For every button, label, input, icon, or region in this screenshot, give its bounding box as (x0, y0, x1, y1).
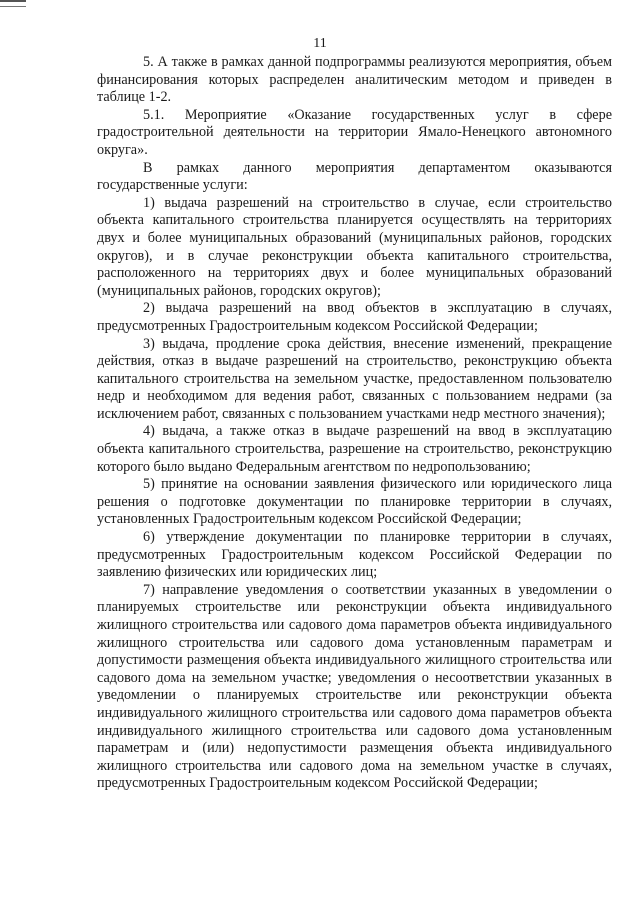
scan-corner-mark (0, 0, 26, 7)
list-item-2: 2) выдача разрешений на ввод объектов в эксплуатацию в случаях, предусмотренных Градостроительным кодексом Российской Федерации; (97, 300, 612, 334)
list-item-4: 4) выдача, а также отказ в выдаче разрешений на ввод в эксплуатацию объекта капитального строительства, разрешение на строительство, реконструкцию которого было выдано Федеральным агентством по недропользованию; (97, 423, 612, 475)
list-item-1: 1) выдача разрешений на строительство в случае, если строительство объекта капитального строительства планируется осуществлять на территориях двух и более муниципальных образований (муниципальных районов, городских округов), и в случае реконструкции объекта капитального строительства, расположенного на территориях двух и более муниципальных образований (муниципальных районов, городских округов); (97, 194, 612, 299)
list-item-3: 3) выдача, продление срока действия, внесение изменений, прекращение действия, отказ в выдаче разрешений на строительство, реконструкцию объекта капитального строительства на земельном участке, предоставленном пользователю недр и необходимом для ведения работ, связанных с пользованием недрами (за исключением работ, связанных с пользованием участками недр местного значения); (97, 335, 612, 422)
list-item-5: 5) принятие на основании заявления физического или юридического лица решения о подготовке документации по планировке территории в случаях, установленных Градостроительным кодексом Российской Федерации; (97, 476, 612, 528)
document-body (97, 54, 612, 793)
paragraph-services-intro: В рамках данного мероприятия департаментом оказываются государственные услуги: (97, 159, 612, 194)
page-number: 11 (313, 36, 327, 51)
paragraph-measure-5-1: 5.1. Мероприятие «Оказание государственных услуг в сфере градостроительной деятельности на территории Ямало-Ненецкого автономного округа». (97, 106, 612, 158)
list-item-6: 6) утверждение документации по планировке территории в случаях, предусмотренных Градостроительным кодексом Российской Федерации по заявлению физических или юридических лиц; (97, 529, 612, 581)
paragraph-subprogram-note: 5. А также в рамках данной подпрограммы реализуются мероприятия, объем финансирования которых распределен аналитическим методом и приведен в таблице 1-2. (97, 54, 612, 106)
list-item-7: 7) направление уведомления о соответствии указанных в уведомлении о планируемых строительстве или реконструкции объекта индивидуального жилищного строительства или садового дома параметров объекта индивидуального жилищного строительства или садового дома установленным параметрам и допустимости размещения объекта индивидуального жилищного строительства или садового дома на земельном участке; уведомления о несоответствии указанных в уведомлении о планируемых строительстве или реконструкции объекта индивидуального жилищного строительства или садового дома параметров объекта индивидуального жилищного строительства или садового дома установленным параметрам и (или) недопустимости размещения объекта индивидуального жилищного строительства или садового дома на земельном участке в случаях, предусмотренных Градостроительным кодексом Российской Федерации; (97, 581, 612, 792)
